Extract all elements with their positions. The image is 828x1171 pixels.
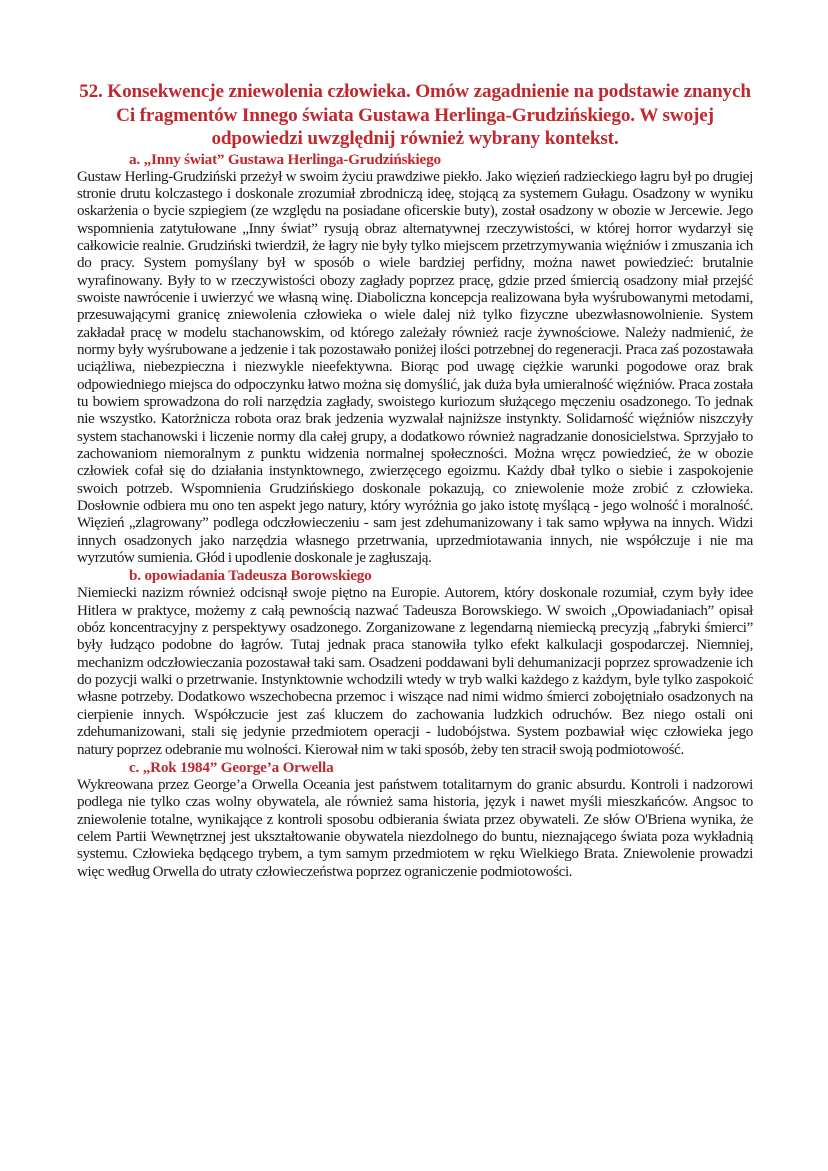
section-body: Gustaw Herling-Grudziński przeżył w swoim życiu prawdziwe piekło. Jako więzień radzieckiego łagru był po drugiej stronie drutu kolczastego i doskonale zrozumiał zbrodniczą ideę, stojącą za systemem Gułagu. Osadzony w wyniku oskarżenia o bycie szpiegiem (ze względu na posiadane oficerskie buty), został osadzony w obozie w Jercewie. Jego wspomnienia zatytułowane „Inny świat” rysują obraz alternatywnej rzeczywistości, w której horror wydarzył się całkowicie realnie. Grudziński twierdził, że łagry nie były tylko miejscem przetrzymywania więźniów i zmuszania ich do pracy. System pomyślany był w sposób o wiele bardziej perfidny, można nawet powiedzieć: brutalnie wyrafinowany. Były to w rzeczywistości obozy zagłady poprzez pracę, gdzie przed śmiercią osadzony miał przejść swoiste nawrócenie i uwierzyć we własną winę. Diaboliczna koncepcja realizowana była wyśrubowanymi metodami, przesuwającymi granicę zniewolenia człowieka o wiele dalej niż tylko fizyczne ubezwłasnowolnienie. System zakładał pracę w modelu stachanowskim, od którego zależały również racje żywnościowe. Należy nadmienić, że normy były wyśrubowane a jedzenie i tak pozostawało poniżej ilości potrzebnej do regeneracji. Praca zaś pozostawała uciążliwa, niebezpieczna i niezwykle nieefektywna. Biorąc pod uwagę ciężkie warunki pogodowe oraz brak odpowiedniego miejsca do odpoczynku łatwo można się domyślić, jak duża była umieralność więźniów. Praca została tu bowiem sprowadzona do roli narzędzia zagłady, swoistego kuriozum służącego męczeniu osadzonego. To jednak nie wszystko. Katorżnicza robota oraz brak jedzenia wyzwalał najniższe instynkty. Solidarność więźniów niszczyły system stachanowski i liczenie normy dla całej grupy, a dodatkowo również nagradzanie donosicielstwa. Sprzyjało to zachowaniom niemoralnym z punktu widzenia normalnej społeczności. Można wręcz powiedzieć, że w obozie człowiek cofał się do działania instynktownego, zwierzęcego egoizmu. Każdy dbał tylko o siebie i zaspokojenie swoich potrzeb. Wspomnienia Grudzińskiego doskonale pokazują, co zniewolenie może zrobić z człowieka. Dosłownie odbiera mu ono ten aspekt jego natury, który wyróżnia go jako istotę myślącą - jego wolność i moralność. Więzień „zlagrowany” podlega odczłowieczeniu - sam jest zdehumanizowany i tak samo wpływa na innych. Widzi innych osadzonych jako narzędzia własnego przetrwania, uprzedmiotawania innych, nie współczuje i nie ma wyrzutów sumienia. Głód i upodlenie doskonale je zagłuszają. <box>77 168 753 567</box>
section-body: Niemiecki nazizm również odcisnął swoje piętno na Europie. Autorem, który doskonale rozumiał, czym były idee Hitlera w praktyce, możemy z całą pewnością nazwać Tadeusza Borowskiego. W swoich „Opowiadaniach” opisał obóz koncentracyjny z perspektywy osadzonego. Zorganizowane z legendarną niemiecką precyzją „fabryki śmierci” były łudząco podobne do łagrów. Tutaj jednak praca stanowiła tylko efekt kalkulacji gospodarczej. Niemniej, mechanizm odczłowieczania pozostawał taki sam. Osadzeni poddawani byli dehumanizacji poprzez sprowadzenie ich do pozycji walki o przetrwanie. Instynktownie wchodzili wtedy w tryb walki każdego z każdym, byle tylko zaspokoić własne potrzeby. Dodatkowo wszechobecna przemoc i wiszące nad nimi widmo śmierci zobojętniało osadzonych na cierpienie innych. Współczucie jest zaś kluczem do zachowania ludzkich odruchów. Bez niego ostali oni zdehumanizowani, stali się jedynie przedmiotem operacji - ludobójstwa. System pozbawiał więc człowieka jego natury poprzez odebranie mu wolności. Kierował nim w taki sposób, żeby ten stracił swoją podmiotowość. <box>77 585 753 758</box>
section-orwell <box>77 759 753 881</box>
document-page <box>77 80 753 881</box>
document-title: 52. Konsekwencje zniewolenia człowieka. Omów zagadnienie na podstawie znanych Ci fragmentów Innego świata Gustawa Herlinga-Grudzińskiego. W swojej odpowiedzi uwzględnij również wybrany kontekst. <box>79 81 751 149</box>
section-borowski <box>77 567 753 758</box>
section-heading: c. „Rok 1984” George’a Orwella <box>129 758 334 776</box>
section-body: Wykreowana przez George’a Orwella Oceania jest państwem totalitarnym do granic absurdu. Kontroli i nadzorowi podlega nie tylko czas wolny obywatela, ale również sama historia, język i nawet myśli mieszkańców. Angsoc to zniewolenie totalne, wynikające z kontroli sposobu odbierania świata przez obywateli. Ze słów O'Briena wynika, że celem Partii Wewnętrznej jest ukształtowanie obywatela niezdolnego do buntu, nieznającego świata poza wykładnią systemu. Człowieka będącego trybem, a tym samym przedmiotem w ręku Wielkiego Brata. Zniewolenie prowadzi więc według Orwella do utraty człowieczeństwa poprzez ograniczenie podmiotowości. <box>77 776 753 880</box>
section-heading: a. „Inny świat” Gustawa Herlinga-Grudzińskiego <box>129 150 441 168</box>
section-inny-swiat <box>77 151 753 568</box>
section-heading: b. opowiadania Tadeusza Borowskiego <box>129 567 372 585</box>
